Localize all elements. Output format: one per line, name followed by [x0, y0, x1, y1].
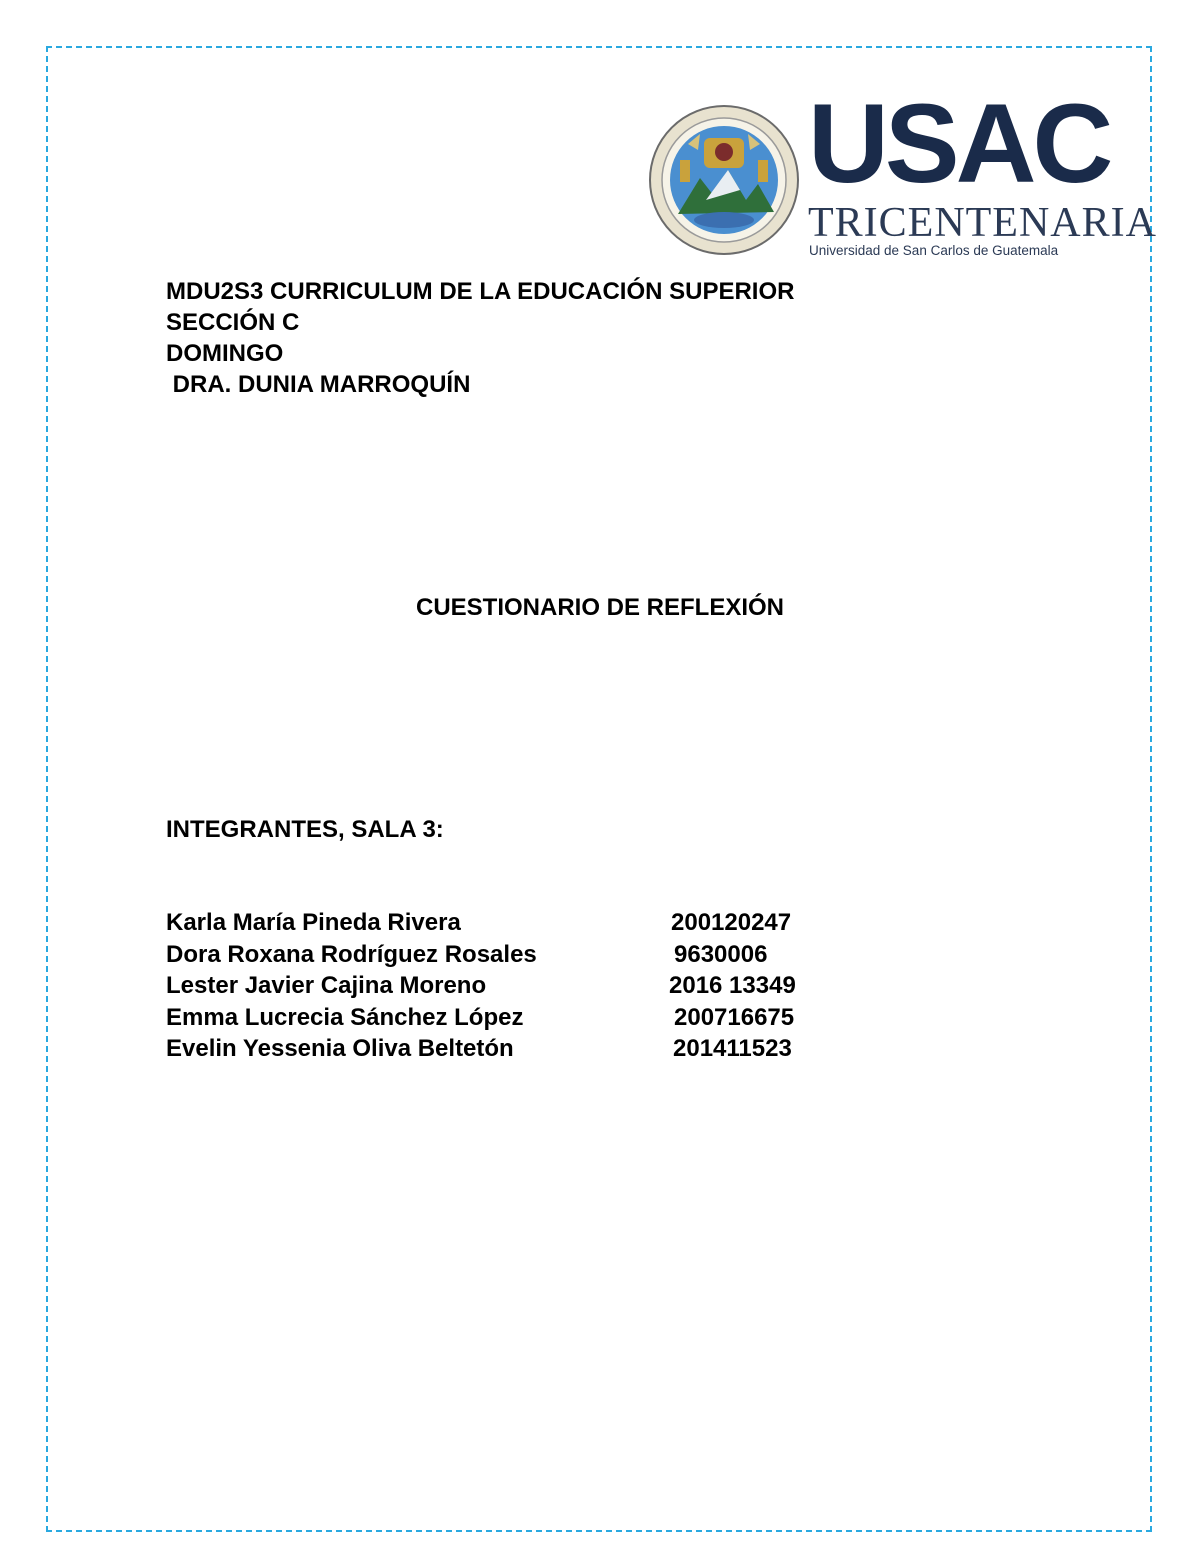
member-name: Emma Lucrecia Sánchez López	[166, 1003, 524, 1031]
document-header	[166, 276, 794, 400]
section-label: SECCIÓN C	[166, 309, 300, 336]
page-border	[46, 46, 1152, 1532]
member-id: 9630006	[674, 940, 768, 968]
member-name: Dora Roxana Rodríguez Rosales	[166, 940, 537, 968]
day-label: DOMINGO	[166, 340, 284, 367]
course-title: MDU2S3 CURRICULUM DE LA EDUCACIÓN SUPERIOR	[166, 278, 795, 305]
usac-logo	[648, 81, 1157, 263]
member-id: 2016 13349	[669, 972, 796, 999]
logo-university-text: Universidad de San Carlos de Guatemala	[809, 243, 1059, 258]
member-name: Lester Javier Cajina Moreno	[166, 972, 487, 999]
logo-usac-text: USAC	[808, 81, 1110, 206]
member-name: Evelin Yessenia Oliva Beltetón	[166, 1035, 514, 1062]
member-name: Karla María Pineda Rivera	[166, 909, 461, 936]
logo-tricentenaria-text: TRICENTENARIA	[808, 200, 1157, 246]
teacher-name: DRA. DUNIA MARROQUÍN	[166, 371, 471, 398]
member-id: 200120247	[671, 909, 792, 936]
document-title: CUESTIONARIO DE REFLEXIÓN	[415, 594, 785, 621]
university-seal-icon	[648, 104, 800, 256]
member-id: 200716675	[674, 1003, 795, 1031]
members-heading: INTEGRANTES, SALA 3:	[166, 816, 444, 843]
member-id: 201411523	[673, 1035, 792, 1062]
